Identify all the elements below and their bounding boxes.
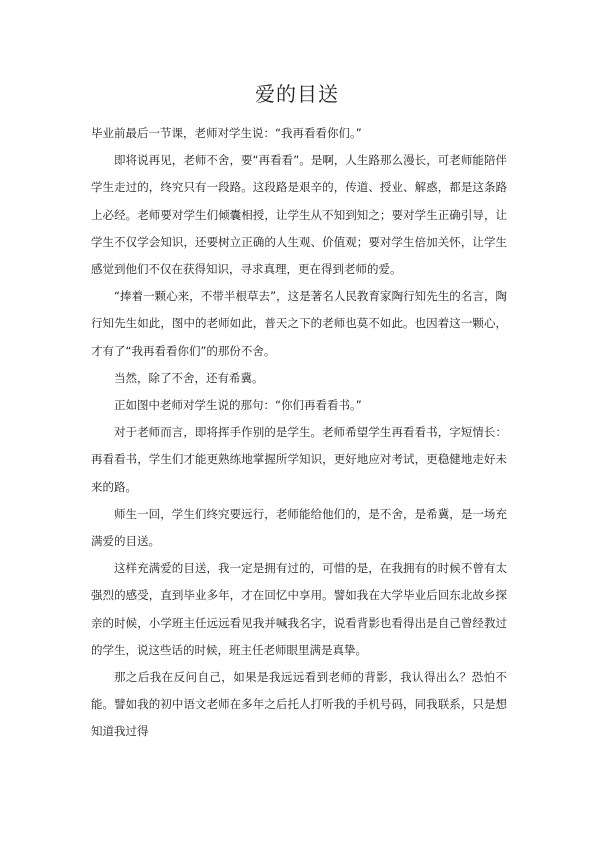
paragraph: 对于老师而言，即将挥手作别的是学生。老师希望学生再看看书，字短情长：再看看书，学生们才能更熟练地掌握所学知识，更好地应对考试，更稳健地走好未来的路。 [91,425,507,494]
paragraph: 这样充满爱的目送，我一定是拥有过的，可惜的是，在我拥有的时候不曾有太强烈的感受，直到毕业多年，才在回忆中享用。譬如我在大学毕业后回东北故乡探亲的时候，小学班主任远远看见我并喊我名字，说看背影也看得出是自己曾经教过的学生，说这些话的时候，班主任老师眼里满是真挚。 [91,561,507,657]
paragraph: 那之后我在反问自己，如果是我远远看到老师的背影，我认得出么？恐怕不能。譬如我的初中语文老师在多年之后托人打听我的手机号码，同我联系，只是想知道我过得 [91,670,507,739]
paragraph: “捧着一颗心来，不带半根草去”，这是著名人民教育家陶行知先生的名言，陶行知先生如此，图中的老师如此，普天之下的老师也莫不如此。也因着这一颗心，才有了“我再看看你们”的那份不舍。 [91,289,507,358]
paragraph: 即将说再见，老师不舍，要“再看看”。是啊，人生路那么漫长，可老师能陪伴学生走过的，终究只有一段路。这段路是艰辛的，传道、授业、解惑，都是这条路上必经。老师要对学生们倾囊相授，让学生从不知到知之；要对学生正确引导，让学生不仅学会知识，还要树立正确的人生观、价值观；要对学生倍加关怀，让学生感觉到他们不仅在获得知识，寻求真理，更在得到老师的爱。 [91,153,507,277]
document-title: 爱的目送 [255,82,339,106]
paragraph: 正如图中老师对学生说的那句：“你们再看看书。” [114,398,362,413]
paragraph: 毕业前最后一节课，老师对学生说：“我再看看你们。” [91,126,362,140]
paragraph: 师生一回，学生们终究要远行，老师能给他们的，是不舍，是希冀，是一场充满爱的目送。 [91,506,507,549]
document-body [91,120,507,746]
paragraph: 当然，除了不舍，还有希冀。 [114,370,264,385]
